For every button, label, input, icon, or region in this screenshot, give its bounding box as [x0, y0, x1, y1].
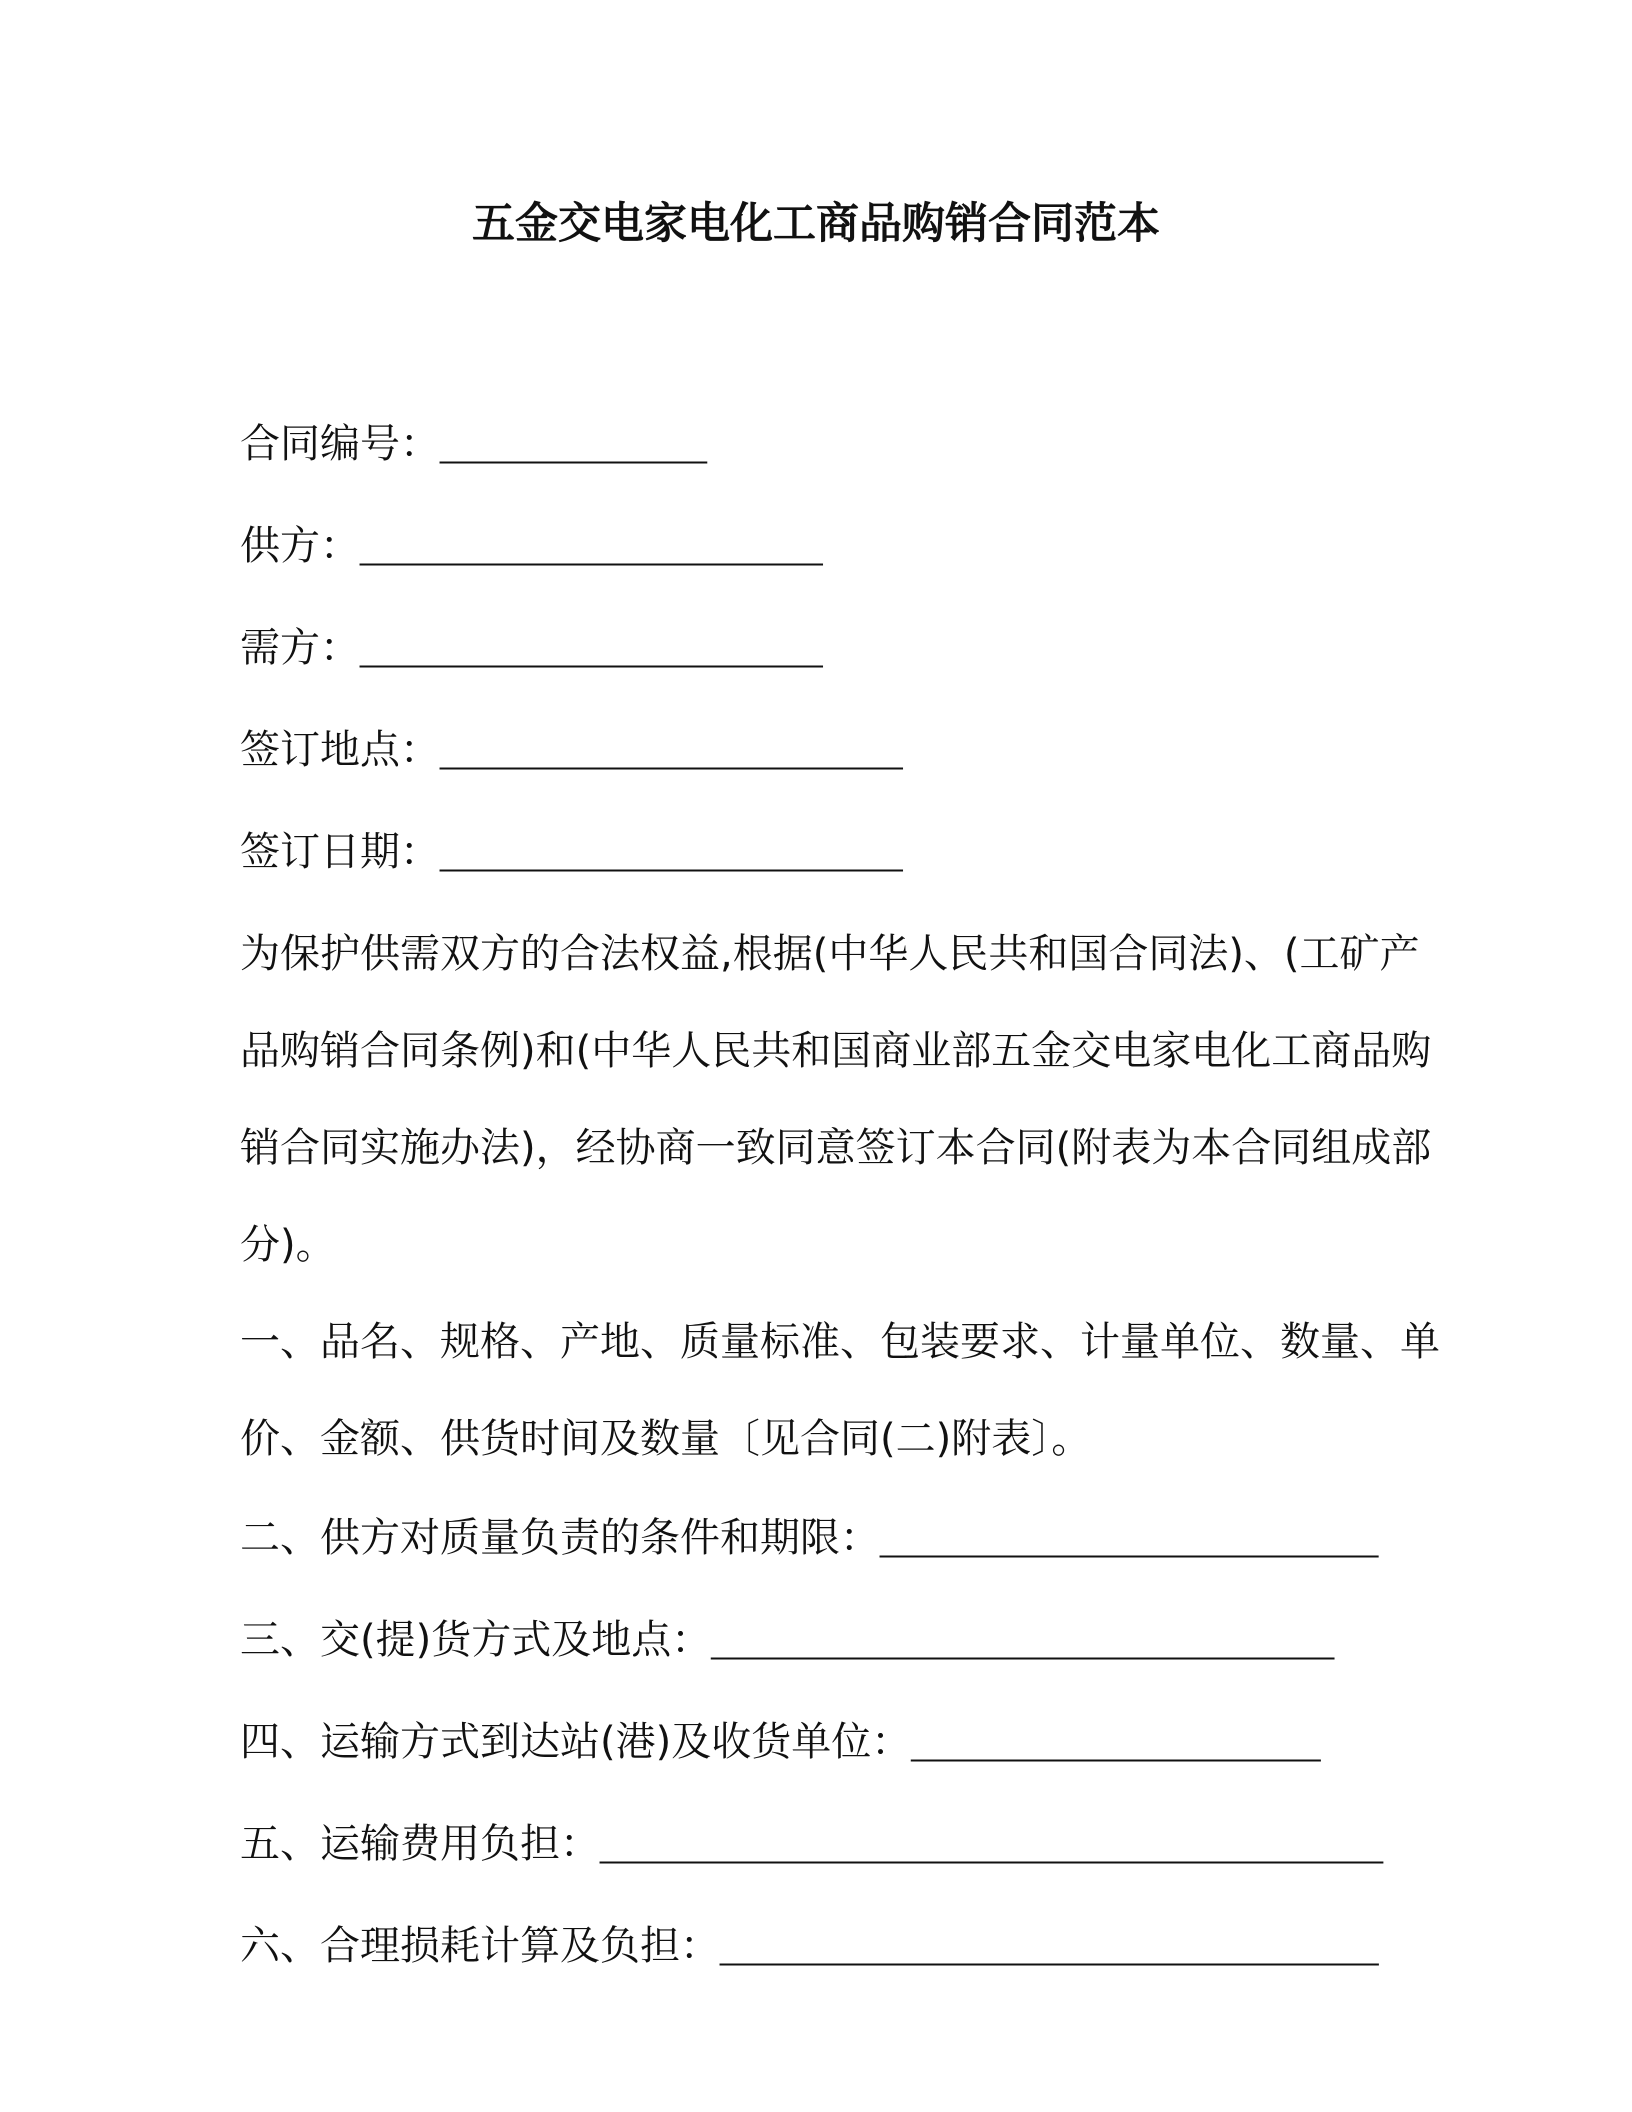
field-signing-place — [240, 722, 1632, 780]
clause-label: 三、交(提)货方式及地点： — [240, 1617, 712, 1663]
field-blank: __________________________ — [360, 530, 823, 566]
field-buyer — [240, 620, 1632, 678]
field-contract-number — [240, 416, 1632, 474]
clause-3 — [240, 1612, 1632, 1670]
clause-blank: ____________________________ — [880, 1522, 1379, 1558]
field-signing-date — [240, 824, 1632, 882]
clause-blank: _____________________________________ — [720, 1930, 1379, 1966]
clause-label: 二、供方对质量负责的条件和期限： — [240, 1515, 880, 1561]
clause-label: 六、合理损耗计算及负担： — [240, 1923, 720, 1969]
field-blank: __________________________ — [440, 734, 903, 770]
field-label: 签订地点： — [240, 727, 440, 773]
field-label: 签订日期： — [240, 829, 440, 875]
field-blank: __________________________ — [440, 836, 903, 872]
clause-5 — [240, 1816, 1632, 1874]
clause-label: 四、运输方式到达站(港)及收货单位： — [240, 1719, 912, 1765]
preamble-paragraph: 为保护供需双方的合法权益,根据(中华人民共和国合同法)、(工矿产品购销合同条例)和(中华人民共和国商业部五金交电家电化工商品购销合同实施办法)，经协商一致同意签订本合同(附表为本合同组成部分)。 — [240, 931, 1432, 1268]
clause-4 — [240, 1714, 1632, 1772]
clause-2 — [240, 1510, 1632, 1568]
clause-blank: ____________________________________________ — [600, 1828, 1384, 1864]
clause-blank: ___________________________________ — [711, 1624, 1335, 1660]
field-label: 供方： — [240, 523, 360, 569]
clause-label: 五、运输费用负担： — [240, 1821, 600, 1867]
document-title: 五金交电家电化工商品购销合同范本 — [472, 199, 1160, 249]
clause-1: 一、品名、规格、产地、质量标准、包装要求、计量单位、数量、单价、金额、供货时间及数量〔见合同(二)附表〕。 — [240, 1319, 1440, 1462]
clause-blank: _______________________ — [911, 1726, 1321, 1762]
field-label: 合同编号： — [240, 421, 440, 467]
field-blank: __________________________ — [360, 632, 823, 668]
field-supplier — [240, 518, 1632, 576]
clause-6 — [240, 1918, 1632, 1976]
field-label: 需方： — [240, 625, 360, 671]
field-blank: _______________ — [440, 428, 707, 464]
